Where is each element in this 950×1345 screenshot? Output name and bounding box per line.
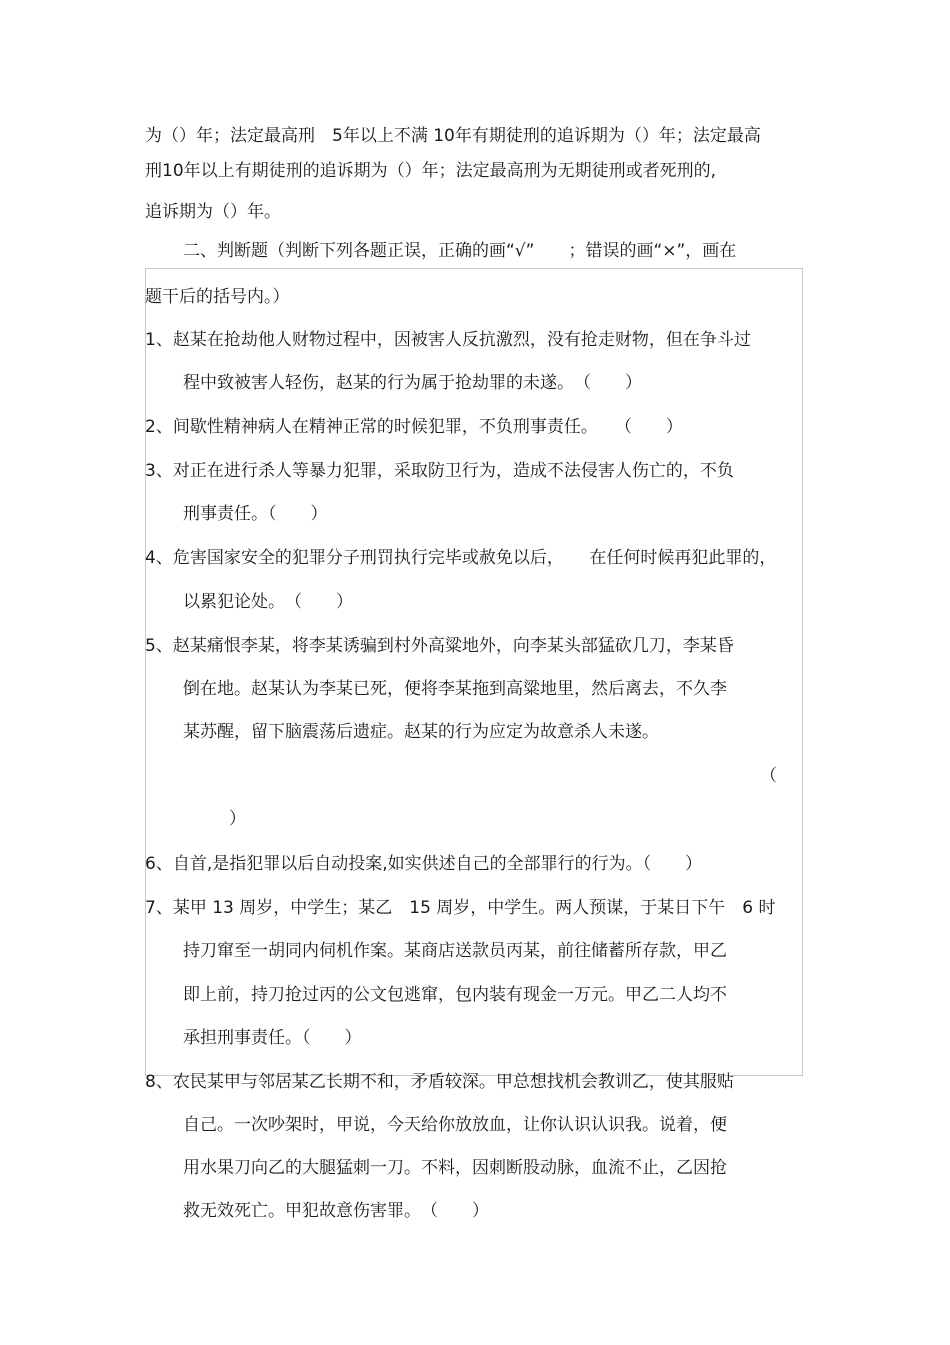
question-7-line-2: 持刀窜至一胡同内伺机作案。某商店送款员丙某，前往储蓄所存款，甲乙: [183, 941, 727, 961]
question-8-line-2: 自己。一次吵架时，甲说，今天给你放放血，让你认识认识我。说着，便: [183, 1115, 727, 1135]
question-8-line-3: 用水果刀向乙的大腿猛刺一刀。不料，因刺断股动脉，血流不止，乙因抢: [183, 1158, 727, 1178]
question-5-line-2: 倒在地。赵某认为李某已死，便将李某拖到高粱地里，然后离去，不久李: [183, 679, 727, 699]
question-4-line-1: 4、危害国家安全的犯罪分子刑罚执行完毕或赦免以后， 在任何时候再犯此罪的，: [145, 548, 777, 568]
question-8-line-1: 8、农民某甲与邻居某乙长期不和，矛盾较深。甲总想找机会教训乙，使其服贴: [145, 1072, 734, 1092]
intro-line-2: 刑10年以上有期徒刑的追诉期为（）年；法定最高刑为无期徒刑或者死刑的,: [145, 161, 717, 181]
question-5-line-3: 某苏醒，留下脑震荡后遗症。赵某的行为应定为故意杀人未遂。: [183, 722, 659, 742]
question-5-open-paren: （: [760, 766, 777, 786]
section-heading-cont: 题干后的括号内。）: [145, 287, 290, 307]
intro-line-1: 为（）年；法定最高刑 5年以上不满 10年有期徒刑的追诉期为（）年；法定最高: [145, 126, 761, 146]
question-1-line-1: 1、赵某在抢劫他人财物过程中，因被害人反抗激烈，没有抢走财物，但在争斗过: [145, 330, 751, 350]
section-heading: 二、判断题（判断下列各题正误，正确的画“√” ；错误的画“×”，画在: [183, 241, 737, 261]
question-3-line-2: 刑事责任。（ ）: [183, 504, 328, 524]
question-5-close-paren: ）: [229, 809, 246, 829]
question-2-line-1: 2、间歇性精神病人在精神正常的时候犯罪，不负刑事责任。 （ ）: [145, 417, 683, 437]
question-8-line-4: 救无效死亡。甲犯故意伤害罪。 （ ）: [183, 1201, 489, 1221]
question-6-line-1: 6、自首,是指犯罪以后自动投案,如实供述自己的全部罪行的行为。（ ）: [145, 854, 703, 874]
question-3-line-1: 3、对正在进行杀人等暴力犯罪，采取防卫行为，造成不法侵害人伤亡的，不负: [145, 461, 734, 481]
intro-line-3: 追诉期为（）年。: [145, 202, 281, 222]
question-1-line-2: 程中致被害人轻伤，赵某的行为属于抢劫罪的未遂。 （ ）: [183, 373, 642, 393]
question-5-line-1: 5、赵某痛恨李某，将李某诱骗到村外高粱地外，向李某头部猛砍几刀，李某昏: [145, 636, 734, 656]
question-4-line-2: 以累犯论处。 （ ）: [183, 592, 353, 612]
question-7-line-1: 7、某甲 13 周岁，中学生；某乙 15 周岁，中学生。两人预谋，于某日下午 6 时: [145, 898, 776, 918]
question-7-line-3: 即上前，持刀抢过丙的公文包逃窜，包内装有现金一万元。甲乙二人均不: [183, 985, 727, 1005]
question-7-line-4: 承担刑事责任。（ ）: [183, 1028, 362, 1048]
